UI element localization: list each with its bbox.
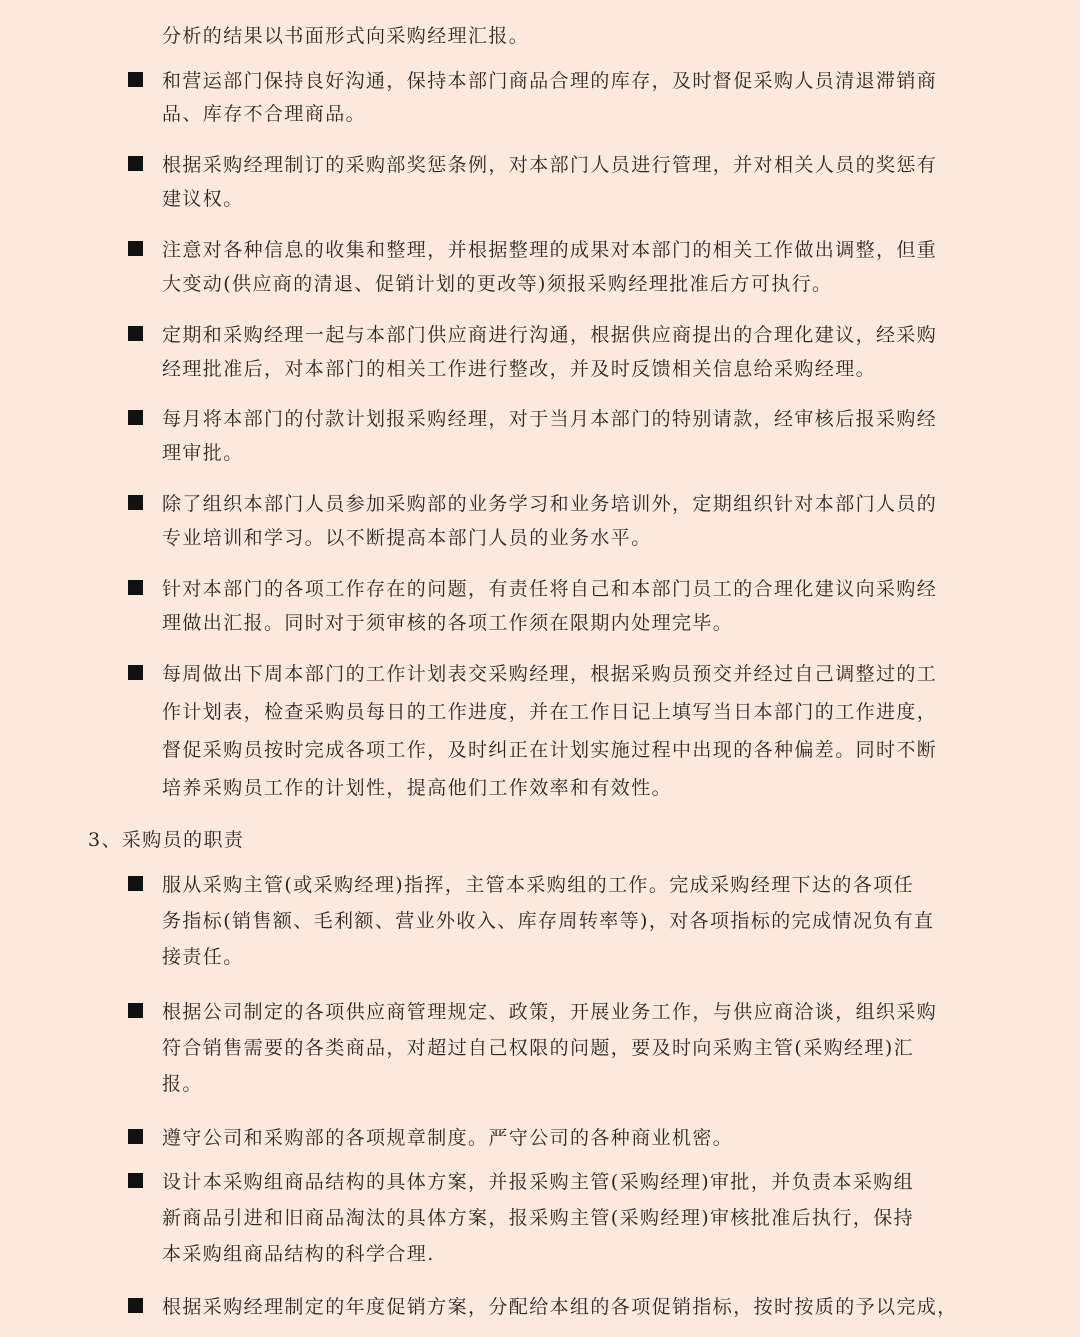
square-bullet-icon — [128, 156, 143, 171]
list-item-line: 经理批准后，对本部门的相关工作进行整改，并及时反馈相关信息给采购经理。 — [162, 358, 877, 380]
list-item-line: 针对本部门的各项工作存在的问题，有责任将自己和本部门员工的合理化建议向采购经 — [162, 578, 938, 600]
square-bullet-icon — [128, 1129, 143, 1144]
list-item-line: 符合销售需要的各类商品，对超过自己权限的问题，要及时向采购主管(采购经理)汇 — [162, 1037, 915, 1059]
list-item-line: 每周做出下周本部门的工作计划表交采购经理，根据采购员预交并经过自己调整过的工 — [162, 663, 938, 685]
list-item-line: 务指标(销售额、毛利额、营业外收入、库存周转率等)，对各项指标的完成情况负有直 — [162, 910, 935, 932]
list-item-line: 服从采购主管(或采购经理)指挥，主管本采购组的工作。完成采购经理下达的各项任 — [162, 874, 915, 896]
square-bullet-icon — [128, 241, 143, 256]
list-item-line: 新商品引进和旧商品淘汰的具体方案，报采购主管(采购经理)审核批准后执行，保持 — [162, 1207, 915, 1229]
square-bullet-icon — [128, 495, 143, 510]
square-bullet-icon — [128, 1173, 143, 1188]
square-bullet-icon — [128, 72, 143, 87]
square-bullet-icon — [128, 580, 143, 595]
list-item-line: 注意对各种信息的收集和整理，并根据整理的成果对本部门的相关工作做出调整，但重 — [162, 239, 938, 261]
list-item-line: 作计划表，检查采购员每日的工作进度，并在工作日记上填写当日本部门的工作进度， — [162, 701, 938, 723]
list-item-line: 建议权。 — [162, 188, 244, 210]
square-bullet-icon — [128, 1298, 143, 1313]
list-item-line: 定期和采购经理一起与本部门供应商进行沟通，根据供应商提出的合理化建议，经采购 — [162, 324, 938, 346]
list-item-line: 理做出汇报。同时对于须审核的各项工作须在限期内处理完毕。 — [162, 612, 734, 634]
list-item-line: 专业培训和学习。以不断提高本部门人员的业务水平。 — [162, 527, 652, 549]
list-item-line: 培养采购员工作的计划性，提高他们工作效率和有效性。 — [162, 777, 673, 799]
list-item-line: 根据采购经理制订的采购部奖惩条例，对本部门人员进行管理，并对相关人员的奖惩有 — [162, 154, 938, 176]
section-title: 3、采购员的职责 — [88, 829, 245, 851]
list-item-line: 遵守公司和采购部的各项规章制度。严守公司的各种商业机密。 — [162, 1127, 734, 1149]
square-bullet-icon — [128, 410, 143, 425]
list-item-line: 除了组织本部门人员参加采购部的业务学习和业务培训外，定期组织针对本部门人员的 — [162, 493, 938, 515]
list-item-line: 每月将本部门的付款计划报采购经理，对于当月本部门的特别请款，经审核后报采购经 — [162, 408, 938, 430]
intro-line: 分析的结果以书面形式向采购经理汇报。 — [162, 25, 530, 47]
list-item-line: 根据采购经理制定的年度促销方案，分配给本组的各项促销指标，按时按质的予以完成， — [162, 1296, 958, 1318]
square-bullet-icon — [128, 665, 143, 680]
list-item-line: 理审批。 — [162, 442, 244, 464]
list-item-line: 大变动(供应商的清退、促销计划的更改等)须报采购经理批准后方可执行。 — [162, 273, 833, 295]
square-bullet-icon — [128, 1003, 143, 1018]
list-item-line: 和营运部门保持良好沟通，保持本部门商品合理的库存，及时督促采购人员清退滞销商 — [162, 70, 938, 92]
list-item-line: 根据公司制定的各项供应商管理规定、政策，开展业务工作，与供应商洽谈，组织采购 — [162, 1001, 938, 1023]
square-bullet-icon — [128, 326, 143, 341]
list-item-line: 本采购组商品结构的科学合理. — [162, 1243, 435, 1265]
square-bullet-icon — [128, 876, 143, 891]
list-item-line: 督促采购员按时完成各项工作，及时纠正在计划实施过程中出现的各种偏差。同时不断 — [162, 739, 938, 761]
list-item-line: 接责任。 — [162, 946, 244, 968]
list-item-line: 报。 — [162, 1073, 203, 1095]
list-item-line: 设计本采购组商品结构的具体方案，并报采购主管(采购经理)审批，并负责本采购组 — [162, 1171, 915, 1193]
list-item-line: 品、库存不合理商品。 — [162, 103, 367, 125]
